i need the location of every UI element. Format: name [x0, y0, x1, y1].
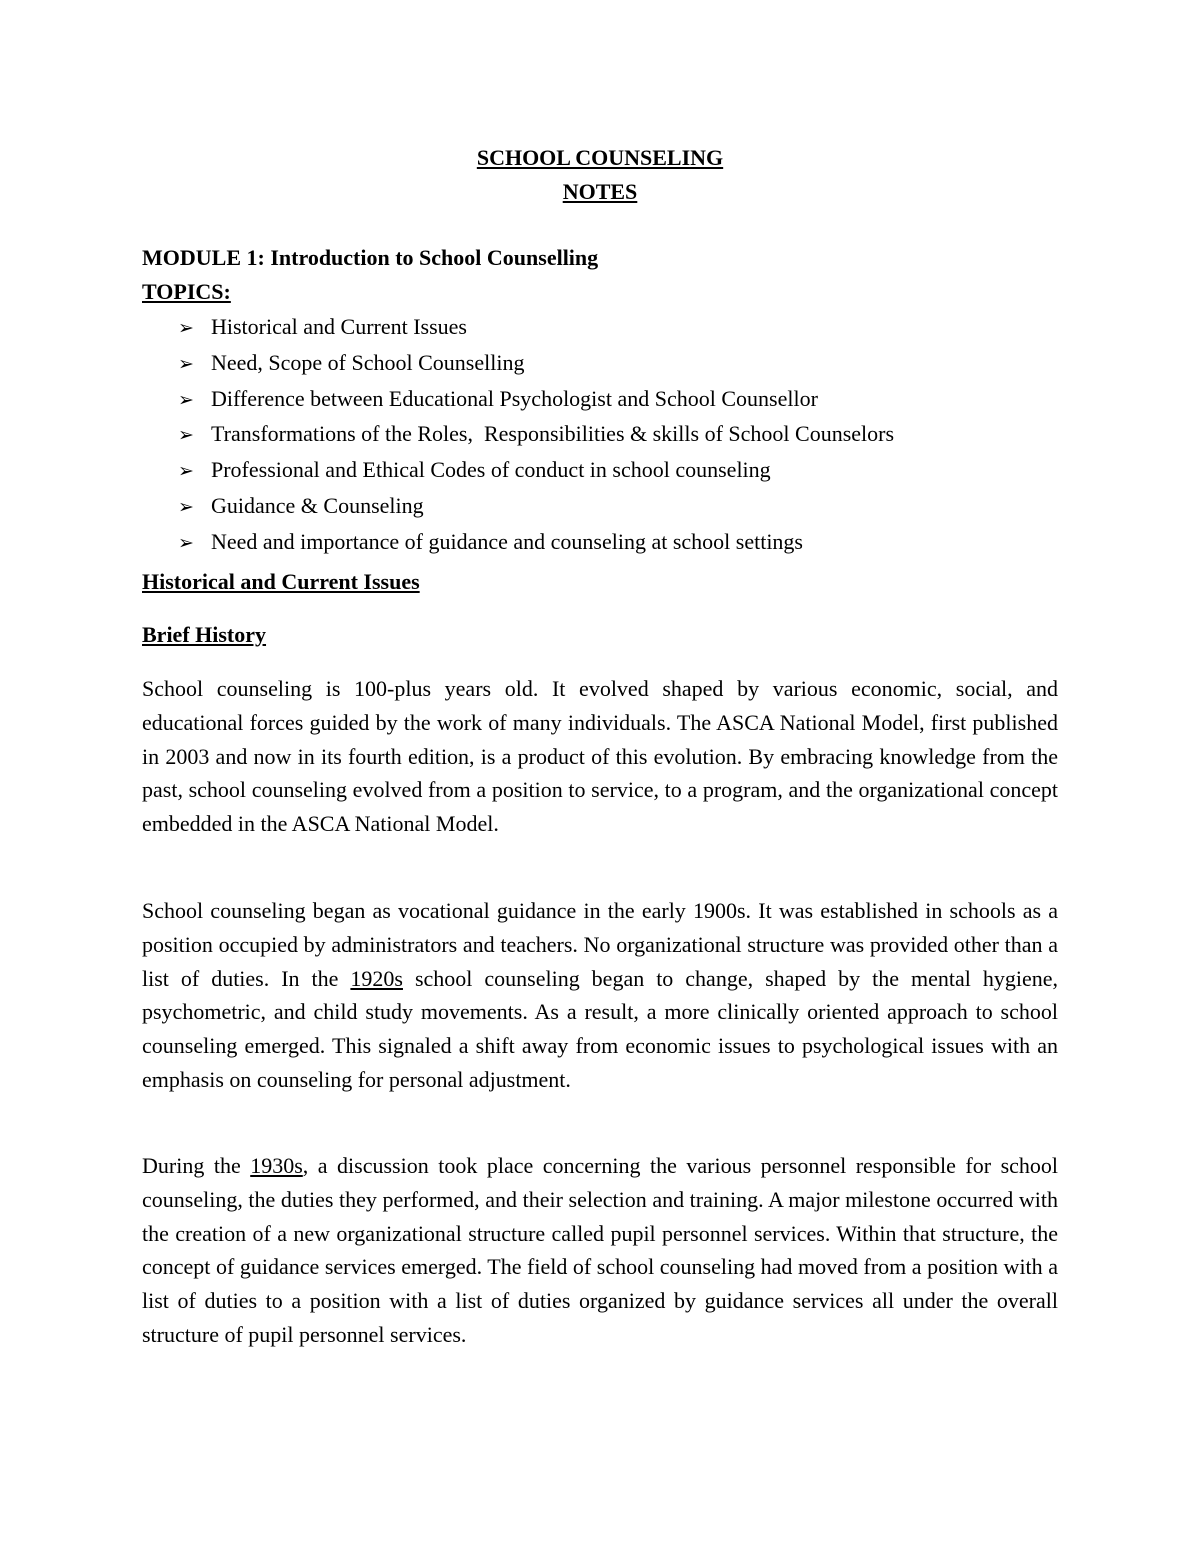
topics-label: TOPICS: — [142, 279, 231, 304]
paragraph-text: school counseling began to change, shaped by the mental hygiene, psychometric, and child study movements. As a result, a more clinically oriented approach to school counseling emerged. This signaled a shift away from economic issues to psychological issues with an emphasis on counseling for personal adjustment. — [142, 965, 1058, 1092]
topic-label: Need, Scope of School Counselling — [211, 349, 525, 375]
document-title: SCHOOL COUNSELING — [476, 145, 724, 170]
paragraph-text: School counseling began as vocational guidance in the early 1900s. It was established in schools as a position occupied by administrators and teachers. No organizational structure was provided other than a list of duties. In the — [142, 898, 1058, 991]
paragraph-pupil-personnel — [142, 1149, 1058, 1352]
topic-item — [178, 417, 894, 453]
paragraph-text: During the — [142, 1153, 251, 1178]
decade-link-1920s[interactable]: 1920s — [350, 965, 403, 991]
arrow-bullet-icon: ➢ — [178, 317, 194, 339]
topic-item — [178, 489, 894, 525]
decade-link-1930s[interactable]: 1930s — [250, 1153, 303, 1178]
paragraph-text: , a discussion took place concerning the various personnel responsible for school counseling, the duties they performed, and their selection and training. A major milestone occurred with the creation of a new organizational structure called pupil personnel services. Within that structure, the concept of guidance services emerged. The field of school counseling had moved from a position with a list of duties to a position with a list of duties organized by guidance services all under the overall structure of pupil personnel services. — [142, 1153, 1059, 1347]
topic-item — [178, 382, 894, 418]
topic-label: Historical and Current Issues — [211, 314, 467, 339]
arrow-bullet-icon: ➢ — [178, 531, 194, 554]
module-heading: MODULE 1: Introduction to School Counselling — [142, 245, 599, 270]
topic-label: Need and importance of guidance and counseling at school settings — [211, 528, 803, 554]
document-subtitle: NOTES — [562, 179, 638, 204]
topic-item — [178, 453, 894, 489]
arrow-bullet-icon: ➢ — [178, 495, 194, 518]
arrow-bullet-icon: ➢ — [178, 388, 194, 411]
topic-label: Guidance & Counseling — [211, 492, 424, 518]
paragraph-brief-history: School counseling is 100-plus years old. It evolved shaped by various economic, social, and educational forces guided by the work of many individuals. The ASCA National Model, first published in 2003 and now in its fourth edition, is a product of this evolution. By embracing knowledge from the past, school counseling evolved from a position to service, to a program, and the organizational concept embedded in the ASCA National Model. — [142, 676, 1058, 837]
topic-list — [178, 310, 894, 561]
arrow-bullet-icon: ➢ — [178, 460, 194, 483]
topic-item — [178, 310, 894, 346]
topic-label: Transformations of the Roles, Responsibilities & skills of School Counselors — [211, 421, 895, 447]
topic-label: Difference between Educational Psychologist and School Counsellor — [211, 385, 818, 411]
section-heading: Historical and Current Issues — [142, 569, 420, 594]
topic-label: Professional and Ethical Codes of conduct in school counseling — [211, 457, 771, 483]
topic-item — [178, 346, 894, 382]
subsection-heading: Brief History — [142, 622, 267, 647]
arrow-bullet-icon: ➢ — [178, 352, 194, 375]
topic-item — [178, 525, 894, 561]
arrow-bullet-icon: ➢ — [178, 424, 194, 447]
paragraph-vocational-guidance — [142, 894, 1058, 1097]
